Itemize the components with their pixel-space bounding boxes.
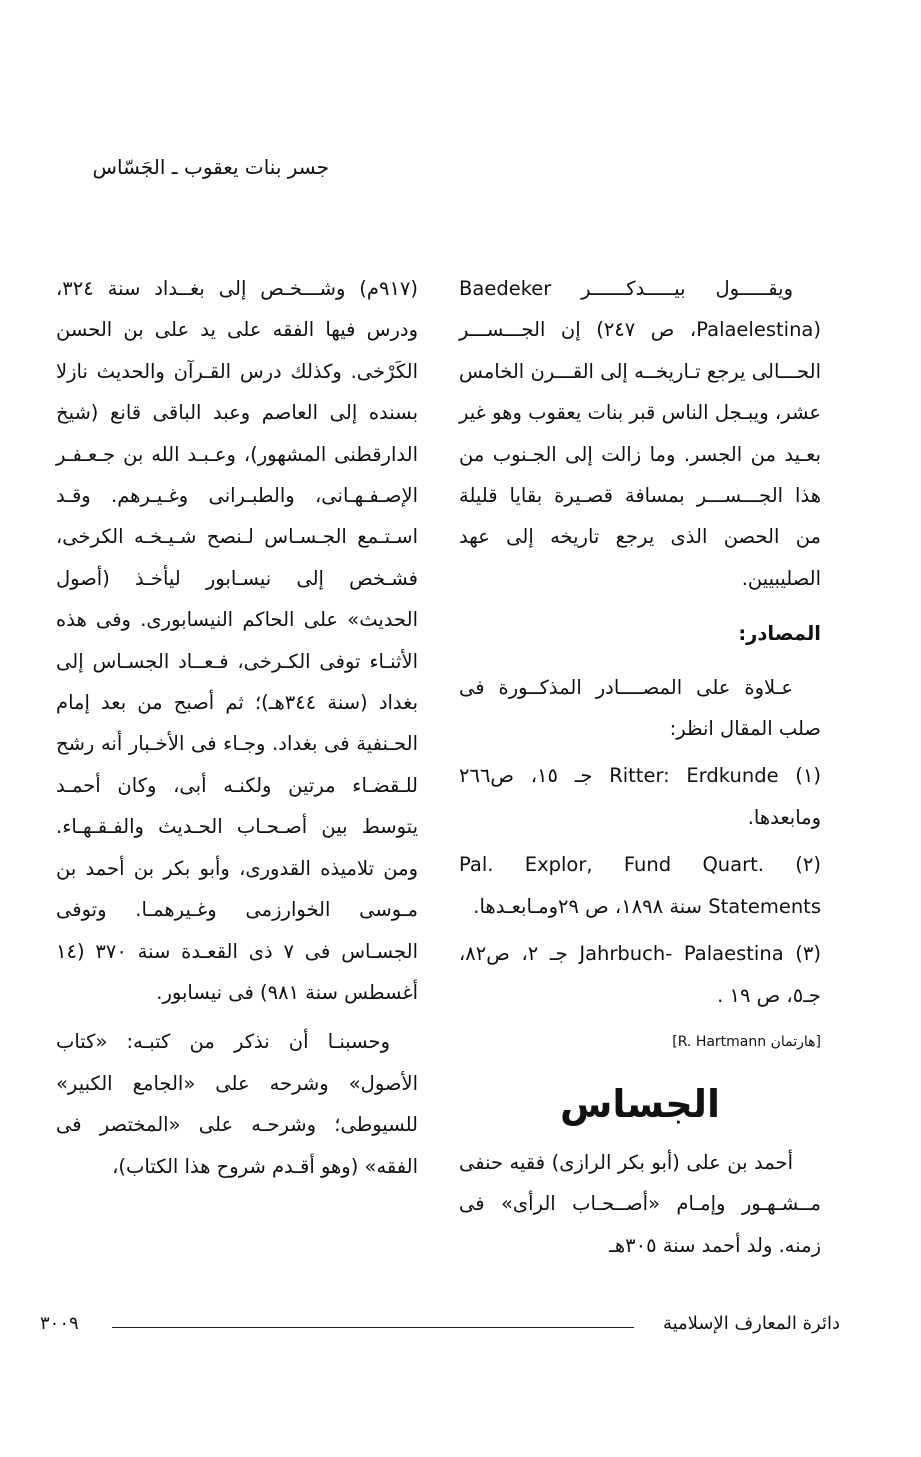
left-column xyxy=(56,268,418,1187)
sources-heading: المصادر: xyxy=(738,622,821,646)
paragraph: ويقـــــول بيـــــدكــــــر Baedeker (Palaelestina، ص ٢٤٧) إن الجـــســـر الحـــالى يرجع تـاريخــه إلى القـــرن الخامس عشر، ويبـجل الناس قبر بنات يعقوب وهو غير بعـيد من الجسر. وما زالت إلى الجـنوب من هذا الجـــســـر بمسافة قصـيرة بقايا قليلة من الحصن الذى يرجع تاريخه إلى عهد الصليبيين. xyxy=(459,277,821,590)
sources-intro: عـلاوة على المصــــادر المذكــورة فى صلب المقال انظر: xyxy=(459,675,821,741)
reference-item: (٢) Pal. Explor, Fund Quart. Statements سنة ١٨٩٨، ص ٢٩ومـابعـدها. xyxy=(459,853,821,918)
author-signature: [هارتمان R. Hartmann] xyxy=(672,1033,821,1050)
page-number: ٣٠٠٩ xyxy=(40,1313,79,1334)
encyclopedia-name: دائرة المعارف الإسلامية xyxy=(662,1313,840,1334)
reference-item: (٣) Jahrbuch- Palaestina جـ ٢، ص٨٢، جـ٥، ص ١٩ . xyxy=(459,942,822,1007)
paragraph: وحسبنـا أن نذكر من كتبـه: «كتاب الأصول» وشرحه على «الجامع الكبير» للسيوطى؛ وشرحـه على «المختصر فى الفقه» (وهو أقـدم شروح هذا الكتاب)، xyxy=(56,1030,418,1178)
paragraph: أحمد بن على (أبو بكر الرازى) فقيه حنفى مــشـهـور وإمـام «أصــحـاب الرأى» فى زمنه. ولد أحمد سنة ٣٠٥هـ xyxy=(459,1150,821,1257)
paragraph: (٩١٧م) وشـــخـص إلى بغــداد سنة ٣٢٤، ودرس فيها الفقه على يد على بن الحسن الكَرْخى. وكذلك درس القـرآن والحديث نازلا بسنده إلى العاصم وعبد الباقى قانع (شيخ الدارقطنى المشهور)، وعـبـد الله بن جـعـفـر الإصـفـهـانى، والطبـرانى وغـيـرهم. وقـد اسـتـمع الجـسـاس لـنصح شـيـخـه الكرخى، فشـخص إلى نيسـابور ليأخـذ (أصول الحديث» على الحاكم النيسابورى. وفى هذه الأثنـاء توفى الكـرخى، فـعــاد الجسـاس إلى بغداد (سنة ٣٤٤هـ)؛ ثم أصبح من بعد إمام الحـنفية فى بغداد. وجـاء فى الأخـبار أنه رشح للـقضـاء مرتين ولكنـه أبى، وكان أحمـد يتوسط بين أصـحـاب الحـديث والفـقـهـاء. ومن تلاميذه القدورى، وأبو بكر بن أحمد بن مـوسى الخوارزمى وغـيرهمـا. وتوفى الجسـاس فى ٧ ذى القعـدة سنة ٣٧٠ (١٤ أغسطس سنة ٩٨١) فى نيسابور. xyxy=(56,277,418,1004)
page-footer xyxy=(40,1313,840,1337)
article-title: الجساس xyxy=(559,1081,721,1126)
running-head: جسر بنات يعقوب ـ الجَسّاس xyxy=(92,155,329,179)
right-column xyxy=(459,268,821,1266)
reference-item: (١) Ritter: Erdkunde جـ ١٥، ص٢٦٦ ومابعدها. xyxy=(459,764,821,829)
footer-rule xyxy=(112,1327,634,1328)
